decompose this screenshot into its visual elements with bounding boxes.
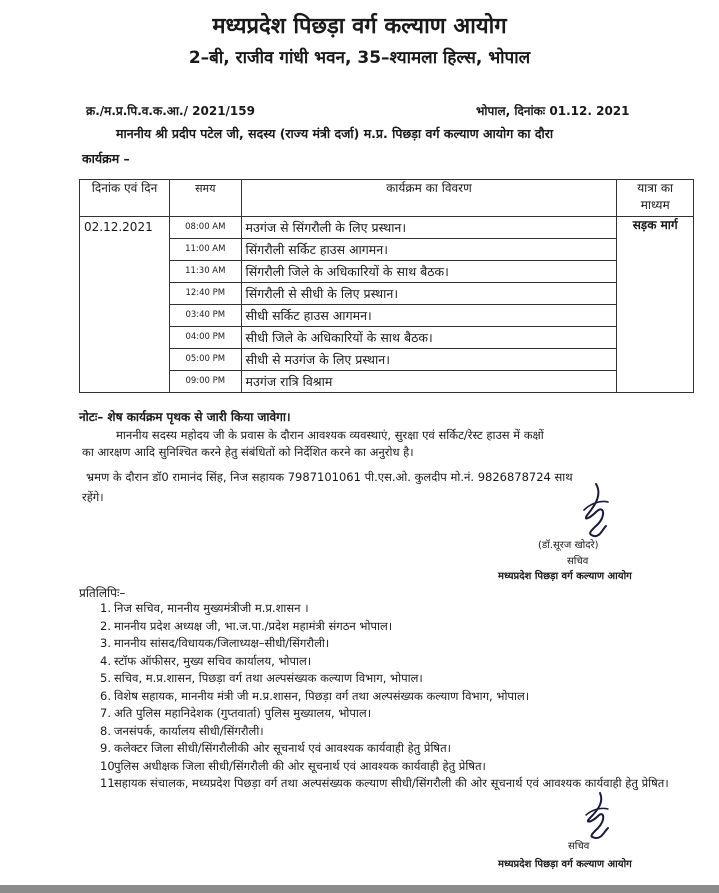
schedule-description: सीधी से मउगंज के लिए प्रस्थान। xyxy=(241,349,617,371)
schedule-description: सिंगरौली जिले के अधिकारियों के साथ बैठक। xyxy=(241,261,617,283)
intro-line-1: माननीय श्री प्रदीप पटेल जी, सदस्य (राज्य मंत्री दर्जा) म.प्र. पिछड़ा वर्ग कल्याण आयोग का दौरा xyxy=(116,126,554,141)
list-item-text: विशेष सहायक, माननीय मंत्री जी म.प्र.शासन, पिछड़ा वर्ग तथा अल्पसंख्यक कल्याण विभाग, भोपाल। xyxy=(114,688,530,703)
list-item-text: सचिव, म.प्र.शासन, पिछड़ा वर्ग तथा अल्पसंख्यक कल्याण विभाग, भोपाल। xyxy=(114,671,423,685)
schedule-description: मउगंज से सिंगरौली के लिए प्रस्थान। xyxy=(241,217,617,239)
header-time: समय xyxy=(170,180,241,217)
copy-to-list xyxy=(86,600,696,793)
list-item xyxy=(86,618,696,636)
intro-line-2: कार्यक्रम – xyxy=(82,151,130,166)
list-item xyxy=(86,688,696,706)
list-item-number: 10 xyxy=(100,758,115,773)
list-item xyxy=(86,723,696,741)
list-item-number: 3. xyxy=(100,636,111,650)
schedule-time: 11:00 AM xyxy=(170,239,241,261)
schedule-description: सीधी जिले के अधिकारियों के साथ बैठक। xyxy=(241,327,617,349)
table-row xyxy=(80,217,694,239)
table-row xyxy=(80,327,694,349)
list-item xyxy=(86,670,696,688)
list-item-text: निज सचिव, माननीय मुख्यमंत्रीजी म.प्र.शासन । xyxy=(114,601,309,615)
office-address: 2–बी, राजीव गांधी भवन, 35–श्यामला हिल्स, भोपाल xyxy=(188,48,531,68)
table-row xyxy=(80,239,694,261)
signatory-title: सचिव xyxy=(567,556,589,567)
header-date: दिनांक एवं दिन xyxy=(80,180,170,217)
list-item-number: 11 xyxy=(100,776,115,790)
paragraph-1-line-2: का आरक्षण आदि सुनिश्चित करने हेतु संबंधितों को निर्देशित करने का अनुरोध है। xyxy=(82,445,414,459)
header-travel-mode: यात्रा का माध्यम xyxy=(617,180,694,217)
list-item xyxy=(86,600,696,618)
list-item-number: 6. xyxy=(100,688,111,703)
schedule-header-row xyxy=(80,180,694,217)
schedule-description: मउगंज रात्रि विश्राम xyxy=(241,371,617,393)
place-date: भोपाल, दिनांकः 01.12. 2021 xyxy=(476,104,630,118)
schedule-time: 05:00 PM xyxy=(170,349,241,371)
list-item-text: कलेक्टर जिला सीधी/सिंगरौलीकी ओर सूचनार्थ एवं आवश्यक कार्यवाही हेतु प्रेषित। xyxy=(114,741,451,755)
list-item-text: माननीय सांसद/विधायक/जिलाध्यक्ष–सीधी/सिंगरौली। xyxy=(114,636,330,650)
signatory-name: (डॉ.सूरज खोदरे) xyxy=(538,540,599,551)
list-item xyxy=(86,653,696,671)
list-item-text: माननीय प्रदेश अध्यक्ष जी, भा.ज.पा./प्रदेश महामंत्री संगठन भोपाल। xyxy=(114,618,393,633)
table-row xyxy=(80,283,694,305)
paragraph-2-line-1: भ्रमण के दौरान डॉ0 रामानंद सिंह, निज सहायक 7987101061 पी.एस.ओ. कुलदीप मो.नं. 9826878724 साथ xyxy=(86,470,573,484)
schedule-time: 11:30 AM xyxy=(170,261,241,283)
schedule-time: 03:40 PM xyxy=(170,305,241,327)
schedule-description: सिंगरौली से सीधी के लिए प्रस्थान। xyxy=(241,283,617,305)
copy-to-label: प्रतिलिपिः– xyxy=(79,586,126,600)
schedule-date: 02.12.2021 xyxy=(80,217,170,393)
schedule-table xyxy=(79,179,694,393)
table-row xyxy=(80,305,694,327)
paragraph-1-line-1: माननीय सदस्य महोदय जी के प्रवास के दौरान आवश्यक व्यवस्थाएं, सुरक्षा एवं सर्किट/रेस्ट हाउस में कक्षों xyxy=(116,428,544,442)
schedule-description: सिंगरौली सर्किट हाउस आगमन। xyxy=(241,239,617,261)
paragraph-2-line-2: रहेंगे। xyxy=(82,490,104,504)
signatory-2-title: सचिव xyxy=(568,841,590,852)
signatory-2-organization: मध्यप्रदेश पिछड़ा वर्ग कल्याण आयोग xyxy=(498,859,632,870)
list-item-number: 2. xyxy=(100,618,111,633)
list-item-text: पुलिस अधीक्षक जिला सीधी/सिंगरौली की ओर सूचनार्थ एवं आवश्यक कार्यवाही हेतु प्रेषित। xyxy=(114,758,486,773)
schedule-time: 04:00 PM xyxy=(170,327,241,349)
note: नोटः– शेष कार्यक्रम पृथक से जारी किया जावेगा। xyxy=(79,410,291,424)
list-item-number: 4. xyxy=(100,653,111,668)
list-item xyxy=(86,635,696,653)
list-item-number: 7. xyxy=(100,706,111,720)
table-row xyxy=(80,261,694,283)
list-item xyxy=(86,758,696,776)
list-item-text: अति पुलिस महानिदेशक (गुप्तवार्ता) पुलिस मुख्यालय, भोपाल। xyxy=(114,706,372,720)
schedule-time: 12:40 PM xyxy=(170,283,241,305)
list-item-text: जनसंपर्क, कार्यालय सीधी/सिंगरौली। xyxy=(114,723,264,738)
list-item-text: सहायक संचालक, मध्यप्रदेश पिछड़ा वर्ग तथा अल्पसंख्यक कल्याण सीधी/सिंगरौली की ओर सूचनार्थ एवं आवश्यक कार्यवाही हेतु प्रेषित। xyxy=(114,776,669,790)
signature-2 xyxy=(572,790,622,842)
signatory-organization: मध्यप्रदेश पिछड़ा वर्ग कल्याण आयोग xyxy=(498,571,632,582)
list-item xyxy=(86,740,696,758)
travel-mode: सड़क मार्ग xyxy=(617,217,694,393)
schedule-time: 08:00 AM xyxy=(170,217,241,239)
schedule-time: 09:00 PM xyxy=(170,371,241,393)
signature-1 xyxy=(566,480,626,542)
list-item-number: 5. xyxy=(100,671,111,685)
list-item-text: स्टॉफ ऑफीसर, मुख्य सचिव कार्यालय, भोपाल। xyxy=(114,653,312,668)
list-item-number: 8. xyxy=(100,723,111,738)
document-title: मध्यप्रदेश पिछड़ा वर्ग कल्याण आयोग xyxy=(212,14,507,39)
table-row xyxy=(80,349,694,371)
header-description: कार्यक्रम का विवरण xyxy=(241,180,617,217)
list-item-number: 1. xyxy=(100,601,111,615)
list-item-number: 9. xyxy=(100,741,111,755)
table-row xyxy=(80,371,694,393)
schedule-description: सीधी सर्किट हाउस आगमन। xyxy=(241,305,617,327)
list-item xyxy=(86,705,696,723)
reference-number: क्र./म.प्र.पि.व.क.आ./ 2021/159 xyxy=(86,104,255,118)
bottom-edge xyxy=(0,885,719,893)
